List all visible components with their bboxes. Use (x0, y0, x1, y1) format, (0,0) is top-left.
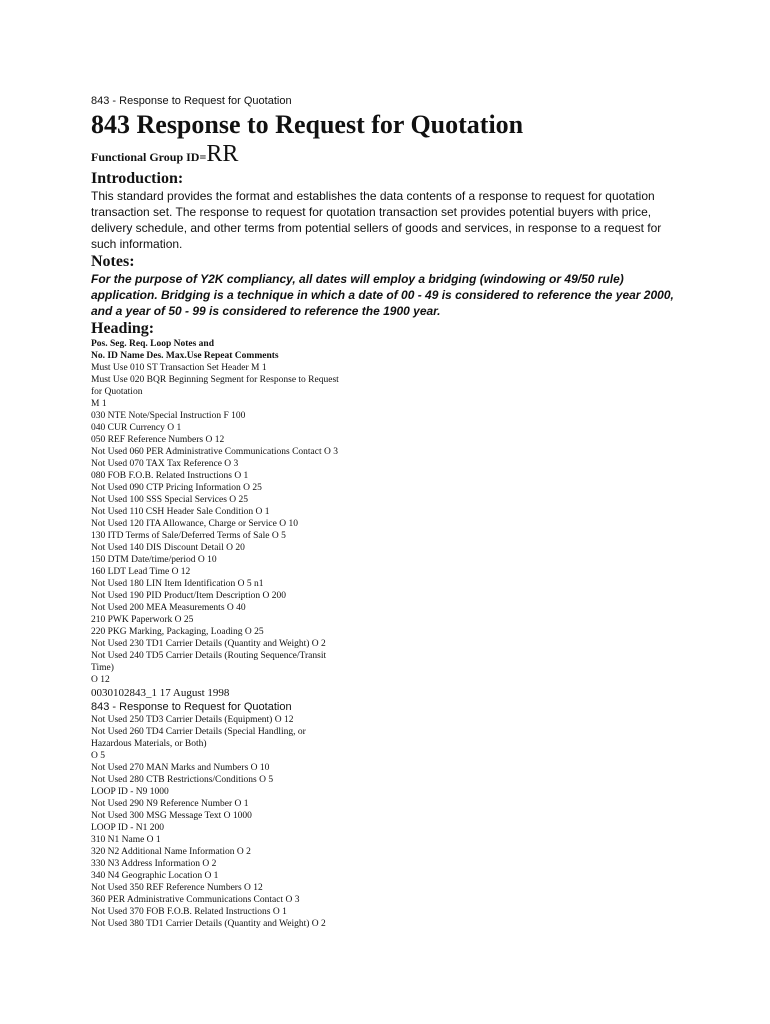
segment-table-header (91, 338, 731, 362)
segment-line: Not Used 110 CSH Header Sale Condition O 1 (91, 507, 270, 517)
document-page (91, 94, 731, 930)
segment-line: 160 LDT Lead Time O 12 (91, 567, 191, 577)
segment-line: Not Used 370 FOB F.O.B. Related Instructions O 1 (91, 907, 287, 917)
segment-line: Not Used 190 PID Product/Item Description O 200 (91, 591, 286, 601)
segment-line: Not Used 270 MAN Marks and Numbers O 10 (91, 763, 270, 773)
segment-line: M 1 (91, 399, 107, 409)
introduction-heading: Introduction: (91, 170, 184, 187)
segment-line: Not Used 280 CTB Restrictions/Conditions O 5 (91, 775, 274, 785)
segment-line: 320 N2 Additional Name Information O 2 (91, 847, 251, 857)
segment-line: O 5 (91, 751, 105, 761)
segment-line: LOOP ID - N9 1000 (91, 787, 169, 797)
segment-line: 080 FOB F.O.B. Related Instructions O 1 (91, 471, 249, 481)
segment-line: O 12 (91, 675, 110, 685)
segment-line: Must Use 010 ST Transaction Set Header M 1 (91, 363, 267, 373)
segment-line: Not Used 140 DIS Discount Detail O 20 (91, 543, 245, 553)
segment-line: Not Used 090 CTP Pricing Information O 25 (91, 483, 262, 493)
segment-line: Not Used 290 N9 Reference Number O 1 (91, 799, 249, 809)
notes-heading: Notes: (91, 253, 135, 270)
segment-line: 360 PER Administrative Communications Contact O 3 (91, 895, 300, 905)
segment-line: 130 ITD Terms of Sale/Deferred Terms of Sale O 5 (91, 531, 286, 541)
functional-group-value: RR (206, 141, 239, 167)
segment-line: Time) (91, 663, 114, 673)
column-header-line: Pos. Seg. Req. Loop Notes and (91, 339, 214, 349)
segment-line: Not Used 300 MSG Message Text O 1000 (91, 811, 252, 821)
segment-line: Must Use 020 BQR Beginning Segment for Response to Request (91, 375, 339, 385)
page-footer: 0030102843_1 17 August 1998 (91, 687, 230, 699)
segment-line: Not Used 180 LIN Item Identification O 5 n1 (91, 579, 264, 589)
notes-line: application. Bridging is a technique in which a date of 00 - 49 is considered to reference the year 2000, (91, 288, 674, 302)
heading-section-heading: Heading: (91, 320, 155, 337)
functional-group-label: Functional Group ID= (91, 150, 207, 164)
notes-line: For the purpose of Y2K compliancy, all dates will employ a bridging (windowing or 49/50 rule) (91, 272, 624, 286)
segment-line: LOOP ID - N1 200 (91, 823, 165, 833)
segment-list-page-2 (91, 714, 361, 930)
introduction-line: transaction set. The response to request for quotation transaction set provides potential buyers with price, (91, 205, 652, 219)
segment-line: Not Used 250 TD3 Carrier Details (Equipment) O 12 (91, 715, 294, 725)
notes-paragraph (91, 271, 731, 319)
segment-line: Not Used 350 REF Reference Numbers O 12 (91, 883, 263, 893)
segment-line: Not Used 240 TD5 Carrier Details (Routing Sequence/Transit (91, 651, 327, 661)
segment-line: Not Used 120 ITA Allowance, Charge or Service O 10 (91, 519, 298, 529)
segment-line: 050 REF Reference Numbers O 12 (91, 435, 225, 445)
notes-line: and a year of 50 - 99 is considered to reference the 1900 year. (91, 304, 441, 318)
introduction-line: such information. (91, 237, 183, 251)
segment-line: Not Used 200 MEA Measurements O 40 (91, 603, 246, 613)
segment-line: Not Used 260 TD4 Carrier Details (Special Handling, or (91, 727, 306, 737)
segment-line: 030 NTE Note/Special Instruction F 100 (91, 411, 246, 421)
introduction-paragraph (91, 188, 731, 252)
segment-line: 150 DTM Date/time/period O 10 (91, 555, 217, 565)
segment-line: 330 N3 Address Information O 2 (91, 859, 217, 869)
segment-line: Hazardous Materials, or Both) (91, 739, 207, 749)
functional-group-line (91, 142, 731, 169)
segment-line: Not Used 380 TD1 Carrier Details (Quantity and Weight) O 2 (91, 919, 326, 929)
segment-line: Not Used 060 PER Administrative Communications Contact O 3 (91, 447, 338, 457)
introduction-line: delivery schedule, and other terms from potential sellers of goods and services, in response to a request for (91, 221, 662, 235)
segment-line: for Quotation (91, 387, 143, 397)
segment-line: 210 PWK Paperwork O 25 (91, 615, 194, 625)
running-header: 843 - Response to Request for Quotation (91, 95, 292, 107)
page-2-running-header: 843 - Response to Request for Quotation (91, 701, 292, 713)
segment-line: 220 PKG Marking, Packaging, Loading O 25 (91, 627, 264, 637)
segment-line: Not Used 230 TD1 Carrier Details (Quantity and Weight) O 2 (91, 639, 326, 649)
segment-line: 310 N1 Name O 1 (91, 835, 161, 845)
document-title: 843 Response to Request for Quotation (91, 110, 524, 139)
segment-list-page-1 (91, 362, 361, 686)
column-header-line: No. ID Name Des. Max.Use Repeat Comments (91, 351, 279, 361)
segment-line: Not Used 070 TAX Tax Reference O 3 (91, 459, 239, 469)
introduction-line: This standard provides the format and establishes the data contents of a response to request for quotation (91, 189, 655, 203)
segment-line: Not Used 100 SSS Special Services O 25 (91, 495, 249, 505)
segment-line: 040 CUR Currency O 1 (91, 423, 182, 433)
segment-line: 340 N4 Geographic Location O 1 (91, 871, 219, 881)
